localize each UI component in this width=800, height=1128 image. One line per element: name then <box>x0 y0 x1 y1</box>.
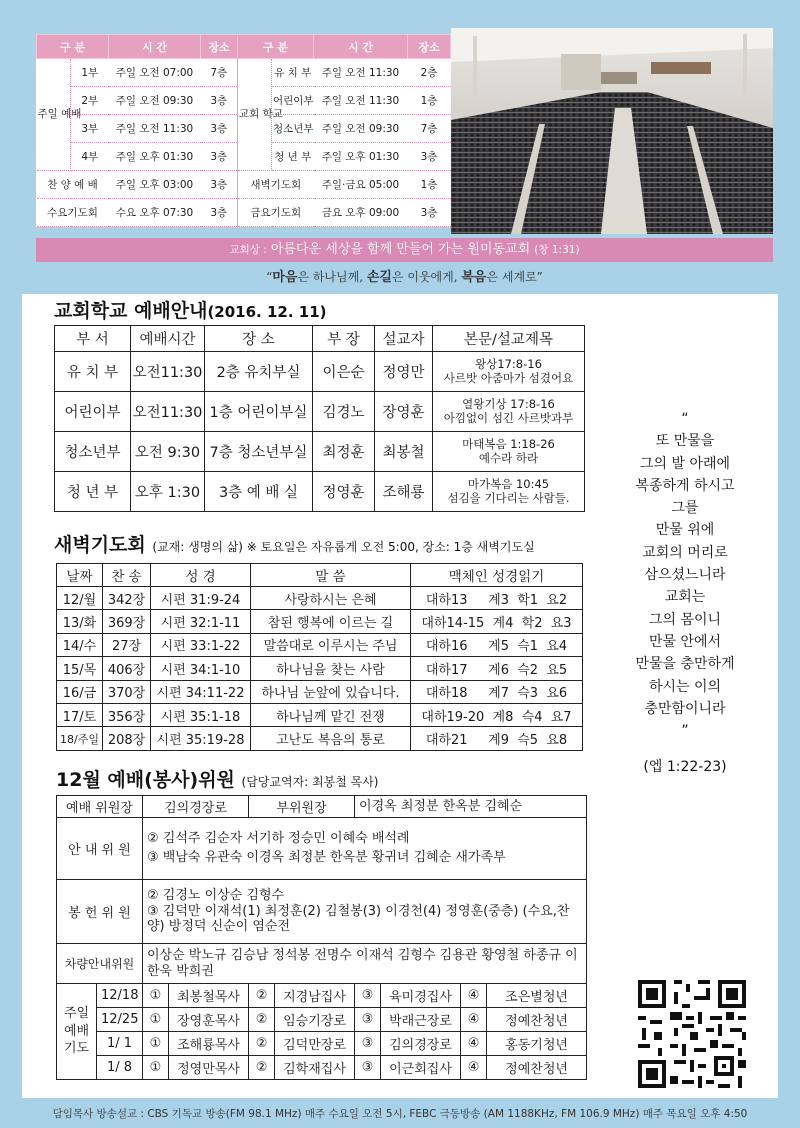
sermon-text: 마가복음 10:45 <box>467 476 550 491</box>
verse-line: 그의 몸이니 <box>648 611 722 628</box>
prayer-leader: 홍동기청년 <box>487 1032 587 1056</box>
col-hymn: 찬 송 <box>103 564 151 587</box>
sermon-text: 마태복음 1:18-26 <box>462 436 555 451</box>
service-place: 3층 <box>201 87 238 115</box>
verse-line: 삼으셨느니라 <box>644 567 726 584</box>
prayer-row <box>57 1056 587 1080</box>
word: 고난도 복음의 통로 <box>251 727 411 750</box>
slogan-part: 은 이웃에게, <box>391 270 462 284</box>
reading: 대하16 계5 슥1 요4 <box>411 633 583 656</box>
prayer-leader: 정예찬청년 <box>487 1056 587 1080</box>
prayer-leader: 육미경집사 <box>381 984 461 1008</box>
service-name: 2부 <box>71 87 109 115</box>
slogan-part: 은 하나님께, <box>297 270 367 284</box>
service-name: 금요기도회 <box>238 199 314 227</box>
verse-line: 그를 <box>671 500 699 517</box>
school-section-title <box>54 296 327 323</box>
header-place-2: 장소 <box>408 35 451 59</box>
dawn-row <box>57 703 583 726</box>
col-time: 예배시간 <box>131 326 205 352</box>
prayer-num: ④ <box>461 984 487 1008</box>
dept-name: 어린이부 <box>272 87 314 115</box>
date: 15/목 <box>57 657 103 680</box>
dawn-row <box>57 680 583 703</box>
dept-time: 주일 오후 01:30 <box>314 143 408 171</box>
church-interior-photo <box>451 28 773 234</box>
word: 하나님 눈앞에 있습니다. <box>251 680 411 703</box>
prayer-date: 1/ 8 <box>97 1056 143 1080</box>
service-time: 수요 오후 07:30 <box>109 199 201 227</box>
right-border <box>778 0 800 1128</box>
dept: 어린이부 <box>55 392 131 432</box>
car-row <box>57 944 587 984</box>
prayer-num: ② <box>249 1056 275 1080</box>
dawn-row <box>57 587 583 610</box>
word: 하나님을 찾는 사람 <box>251 657 411 680</box>
prayer-num: ③ <box>355 1008 381 1032</box>
chair-row <box>57 796 587 818</box>
time: 오전11:30 <box>131 392 205 432</box>
head: 이은순 <box>313 352 375 392</box>
date: 14/수 <box>57 633 103 656</box>
word: 참된 행복에 이르는 길 <box>251 610 411 633</box>
broadcast-footer: 담임목사 방송설교 : CBS 기독교 방송(FM 98.1 MHz) 매주 수요일 오전 5시, FEBC 극동방송 (AM 1188KHz, FM 106.9 MHz) 매주 목요일 오후 4:50 <box>52 1108 748 1120</box>
preacher: 조해룡 <box>375 472 433 512</box>
prayer-leader: 이근회집사 <box>381 1056 461 1080</box>
chair-label: 예배 위원장 <box>57 796 143 818</box>
prayer-date: 12/18 <box>97 984 143 1008</box>
sermon <box>433 472 585 512</box>
dept-name: 청소년부 <box>272 115 314 143</box>
scripture-verse <box>600 408 770 779</box>
sermon-text: 열왕기상 17:8-16 <box>462 396 555 411</box>
service-time: 주일 오전 09:30 <box>109 87 201 115</box>
dept-name: 유 치 부 <box>272 59 314 87</box>
dept: 청소년부 <box>55 432 131 472</box>
offering-label: 봉 헌 위 원 <box>57 880 143 944</box>
dept-time: 주일 오전 11:30 <box>314 59 408 87</box>
reading: 대하14-15 계4 학2 요3 <box>411 610 583 633</box>
prayer-row <box>57 1008 587 1032</box>
schedule-header-row <box>37 35 451 59</box>
verse-line: 만물을 충만하게 <box>635 656 735 673</box>
chair-name: 김의경장로 <box>143 796 249 818</box>
date: 16/금 <box>57 680 103 703</box>
slogan-keyword: 복음 <box>461 270 487 285</box>
prayer-num: ① <box>143 1008 169 1032</box>
verse-line: 또 만물을 <box>655 433 715 450</box>
place: 2층 유치부실 <box>205 352 313 392</box>
dept: 청 년 부 <box>55 472 131 512</box>
word: 하나님께 맡긴 전쟁 <box>251 703 411 726</box>
hymn: 370장 <box>103 680 151 703</box>
verse-line: 그의 발 아래에 <box>639 455 731 472</box>
verse-line: ” <box>681 723 689 740</box>
prayer-date: 1/ 1 <box>97 1032 143 1056</box>
head: 최정훈 <box>313 432 375 472</box>
service-time: 주일 오전 11:30 <box>109 115 201 143</box>
preacher: 정영만 <box>375 352 433 392</box>
prayer-num: ③ <box>355 1032 381 1056</box>
car-label: 차량안내위원 <box>57 944 143 984</box>
prayer-date: 12/25 <box>97 1008 143 1032</box>
hymn: 369장 <box>103 610 151 633</box>
usher-names <box>143 818 587 880</box>
left-border <box>0 0 22 1128</box>
service-place: 3층 <box>201 171 238 199</box>
offering-group-3: ③ 김덕만 이재석(1) 최정훈(2) 김철봉(3) 이경천(4) 정영훈(중층) (수요,찬양) 방정덕 신순이 염순전 <box>147 903 570 935</box>
prayer-num: ② <box>249 1008 275 1032</box>
service-time: 주일 오후 01:30 <box>109 143 201 171</box>
word: 사랑하시는 은혜 <box>251 587 411 610</box>
worship-schedule-table <box>36 34 451 227</box>
prayer-leader: 임승기장로 <box>275 1008 355 1032</box>
schedule-row <box>37 59 451 87</box>
dept-time: 주일 오전 11:30 <box>314 87 408 115</box>
verse-line: 충만함이니라 <box>644 700 726 717</box>
dawn-section-title <box>54 530 535 557</box>
reading: 대하18 계7 슥3 요6 <box>411 680 583 703</box>
service-name: 수요기도회 <box>37 199 109 227</box>
service-name: 찬 양 예 배 <box>37 171 109 199</box>
service-name: 4부 <box>71 143 109 171</box>
service-time: 주일·금요 05:00 <box>314 171 408 199</box>
hymn: 406장 <box>103 657 151 680</box>
verse-line: “ <box>681 411 689 427</box>
reading: 대하17 계6 슥2 요5 <box>411 657 583 680</box>
reading: 대하21 계9 슥5 요8 <box>411 727 583 750</box>
bible: 시편 31:9-24 <box>151 587 251 610</box>
bible: 시편 35:19-28 <box>151 727 251 750</box>
dept-place: 3층 <box>408 143 451 171</box>
reading: 대하13 계3 학1 요2 <box>411 587 583 610</box>
col-head: 부 장 <box>313 326 375 352</box>
preacher: 장영훈 <box>375 392 433 432</box>
school-row <box>55 472 585 512</box>
date: 17/토 <box>57 703 103 726</box>
prayer-num: ③ <box>355 1056 381 1080</box>
committee-section-title <box>56 765 379 792</box>
motto-ref: (창 1:31) <box>534 244 580 256</box>
hymn: 208장 <box>103 727 151 750</box>
school-date: (2016. 12. 11) <box>207 303 327 321</box>
slogan-keyword: 손길 <box>366 270 392 285</box>
schedule-row <box>37 199 451 227</box>
reading: 대하19-20 계8 슥4 요7 <box>411 703 583 726</box>
usher-group-2: ② 김석주 김순자 서기하 정승민 이혜숙 배석례 <box>147 831 410 847</box>
col-bible: 성 경 <box>151 564 251 587</box>
header-category-2: 구 분 <box>238 35 314 59</box>
place: 3층 예 배 실 <box>205 472 313 512</box>
vice-names: 이경옥 최정분 한옥분 김혜순 <box>355 796 587 818</box>
sermon-text: 왕상17:8-16 <box>475 356 542 371</box>
slogan-part: 은 세계로” <box>486 270 543 284</box>
school-header-row <box>55 326 585 352</box>
sermon <box>433 432 585 472</box>
prayer-num: ② <box>249 1032 275 1056</box>
verse-reference: (엡 1:22-23) <box>643 759 727 776</box>
sermon <box>433 352 585 392</box>
church-slogan <box>36 264 773 290</box>
bible: 시편 35:1-18 <box>151 703 251 726</box>
school-title: 교회학교 예배안내 <box>54 300 208 322</box>
dept-place: 2층 <box>408 59 451 87</box>
service-place: 3층 <box>408 199 451 227</box>
col-preacher: 설교자 <box>375 326 433 352</box>
service-place: 7층 <box>201 59 238 87</box>
header-time: 시 간 <box>109 35 201 59</box>
prayer-leader: 최봉철목사 <box>169 984 249 1008</box>
time: 오후 1:30 <box>131 472 205 512</box>
motto-text: 아름다운 세상을 함께 만들어 가는 원미동교회 <box>270 242 531 257</box>
prayer-leader: 정영만목사 <box>169 1056 249 1080</box>
bible: 시편 33:1-22 <box>151 633 251 656</box>
time: 오전11:30 <box>131 352 205 392</box>
offering-group-2: ② 김경노 이상순 김형수 <box>147 888 285 904</box>
verse-line: 하시는 이의 <box>648 678 722 695</box>
verse-line: 만물 위에 <box>655 522 715 539</box>
prayer-leader: 김의경장로 <box>381 1032 461 1056</box>
sermon-title: 예수라 하라 <box>478 450 539 465</box>
col-word: 말 씀 <box>251 564 411 587</box>
verse-line: 복종하게 하시고 <box>635 477 735 494</box>
dept-place: 1층 <box>408 87 451 115</box>
service-time: 금요 오후 09:00 <box>314 199 408 227</box>
preacher: 최봉철 <box>375 432 433 472</box>
date: 18/주일 <box>57 727 103 750</box>
school-schedule-table <box>54 325 585 512</box>
col-sermon: 본문/설교제목 <box>433 326 585 352</box>
church-motto-banner <box>36 238 773 262</box>
school-row <box>55 392 585 432</box>
usher-label: 안 내 위 원 <box>57 818 143 880</box>
slogan-keyword: 마음 <box>272 270 298 285</box>
dawn-row <box>57 610 583 633</box>
prayer-num: ② <box>249 984 275 1008</box>
prayer-num: ① <box>143 984 169 1008</box>
prayer-leader: 박래근장로 <box>381 1008 461 1032</box>
committee-table <box>56 795 587 1080</box>
col-place: 장 소 <box>205 326 313 352</box>
prayer-num: ④ <box>461 1008 487 1032</box>
sermon-title: 섬김을 기다리는 사람들. <box>447 490 570 505</box>
school-row <box>55 432 585 472</box>
date: 12/월 <box>57 587 103 610</box>
date: 13/화 <box>57 610 103 633</box>
prayer-leader: 장영훈목사 <box>169 1008 249 1032</box>
bible: 시편 34:1-10 <box>151 657 251 680</box>
service-time: 주일 오전 07:00 <box>109 59 201 87</box>
prayer-leader: 조은별청년 <box>487 984 587 1008</box>
dawn-title: 새벽기도회 <box>54 534 146 556</box>
head: 김경노 <box>313 392 375 432</box>
word: 말씀대로 이루시는 주님 <box>251 633 411 656</box>
prayer-label: 주일 예배 기도 <box>57 984 97 1080</box>
motto-label: 교회상 : <box>229 244 267 256</box>
car-names: 이상순 박노규 김승남 정석봉 전명수 이재석 김형수 김용관 황영철 하종규 이한욱 박희권 <box>143 944 587 984</box>
service-time: 주일 오후 03:00 <box>109 171 201 199</box>
time: 오전 9:30 <box>131 432 205 472</box>
bible: 시편 34:11-22 <box>151 680 251 703</box>
prayer-num: ① <box>143 1056 169 1080</box>
col-reading: 맥체인 성경읽기 <box>411 564 583 587</box>
schedule-row <box>37 171 451 199</box>
prayer-num: ④ <box>461 1056 487 1080</box>
service-name: 새벽기도회 <box>238 171 314 199</box>
sunday-worship-label: 주일 예배 <box>37 59 71 171</box>
offering-names <box>143 880 587 944</box>
verse-line: 교회는 <box>664 589 706 606</box>
col-date: 날짜 <box>57 564 103 587</box>
header-place: 장소 <box>201 35 238 59</box>
prayer-num: ③ <box>355 984 381 1008</box>
prayer-row <box>57 984 587 1008</box>
dept-time: 주일 오전 09:30 <box>314 115 408 143</box>
prayer-num: ① <box>143 1032 169 1056</box>
committee-title: 12월 예배(봉사)위원 <box>56 769 235 791</box>
sermon-title: 사르밧 아줌마가 섬겼어요 <box>443 370 574 385</box>
dawn-header-row <box>57 564 583 587</box>
sermon <box>433 392 585 432</box>
service-place: 3층 <box>201 115 238 143</box>
committee-note: (담당교역자: 최봉철 목사) <box>241 775 379 789</box>
service-name: 3부 <box>71 115 109 143</box>
head: 정영훈 <box>313 472 375 512</box>
usher-group-3: ③ 백남숙 유관숙 이경옥 최정분 한옥분 황귀녀 김혜순 새가족부 <box>147 850 506 865</box>
prayer-leader: 지경남집사 <box>275 984 355 1008</box>
service-name: 1부 <box>71 59 109 87</box>
prayer-leader: 김학재집사 <box>275 1056 355 1080</box>
place: 7층 청소년부실 <box>205 432 313 472</box>
offering-row <box>57 880 587 944</box>
service-place: 3층 <box>201 199 238 227</box>
church-school-label: 교회 학교 <box>238 59 272 171</box>
dawn-note: (교재: 생명의 삶) ※ 토요일은 자유롭게 오전 5:00, 장소: 1층 새벽기도실 <box>152 540 535 554</box>
prayer-num: ④ <box>461 1032 487 1056</box>
usher-row <box>57 818 587 880</box>
prayer-leader: 정예찬청년 <box>487 1008 587 1032</box>
dawn-row <box>57 657 583 680</box>
dept: 유 치 부 <box>55 352 131 392</box>
qr-code-icon[interactable] <box>634 976 750 1092</box>
prayer-row <box>57 1032 587 1056</box>
slogan-part: “ <box>266 270 273 284</box>
prayer-leader: 김덕만장로 <box>275 1032 355 1056</box>
header-category: 구 분 <box>37 35 109 59</box>
dept-place: 7층 <box>408 115 451 143</box>
school-row <box>55 352 585 392</box>
verse-line: 교회의 머리로 <box>642 544 728 561</box>
header-time-2: 시 간 <box>314 35 408 59</box>
dawn-row <box>57 727 583 750</box>
service-place: 3층 <box>201 143 238 171</box>
dawn-row <box>57 633 583 656</box>
hymn: 342장 <box>103 587 151 610</box>
dept-name: 청 년 부 <box>272 143 314 171</box>
hymn: 356장 <box>103 703 151 726</box>
place: 1층 어린이부실 <box>205 392 313 432</box>
col-dept: 부 서 <box>55 326 131 352</box>
service-place: 1층 <box>408 171 451 199</box>
sermon-title: 아낌없이 섬긴 사르밧과부 <box>443 410 574 425</box>
prayer-leader: 조해룡목사 <box>169 1032 249 1056</box>
bible: 시편 32:1-11 <box>151 610 251 633</box>
vice-label: 부위원장 <box>249 796 355 818</box>
hymn: 27장 <box>103 633 151 656</box>
verse-line: 만물 안에서 <box>648 633 722 650</box>
dawn-prayer-table <box>56 563 583 751</box>
